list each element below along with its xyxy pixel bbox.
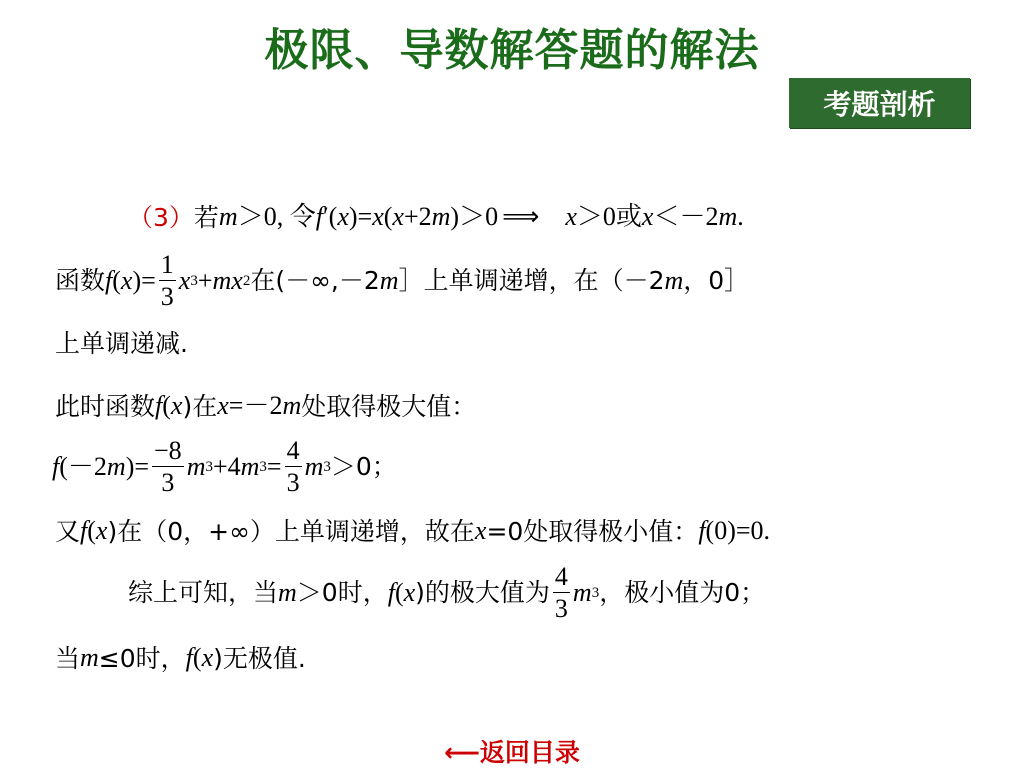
- text: 当: [55, 643, 81, 673]
- text: 上单调递减.: [55, 329, 188, 358]
- analysis-badge[interactable]: 考题剖析: [789, 78, 970, 128]
- var-x: x: [120, 265, 133, 295]
- var-m: m: [186, 451, 206, 481]
- text: 综上可知，当: [128, 578, 279, 608]
- var-f: f: [52, 451, 60, 481]
- var-m: m: [379, 265, 399, 295]
- var-x: x: [201, 643, 214, 672]
- var-x: x: [392, 202, 404, 231]
- solution-line-1: [128, 204, 744, 230]
- var-x: x: [372, 202, 384, 231]
- var-m: m: [106, 451, 126, 481]
- text: ＞0；: [330, 452, 397, 482]
- part-label: （3）: [128, 202, 194, 232]
- text: 函数: [55, 266, 106, 296]
- var-x: x: [565, 202, 577, 231]
- var-f: f: [80, 516, 88, 545]
- var-m: m: [431, 202, 451, 231]
- var-m: m: [282, 391, 302, 420]
- fraction: [553, 563, 570, 623]
- var-m: m: [240, 451, 260, 481]
- back-link-label: 返回目录: [479, 738, 580, 767]
- var-f: f: [387, 577, 395, 607]
- text: (: [383, 202, 393, 231]
- back-to-contents-link[interactable]: [0, 733, 1024, 769]
- var-m: m: [278, 577, 297, 607]
- var-f: f: [155, 391, 163, 420]
- var-x: x: [231, 265, 243, 295]
- var-f: f: [105, 265, 113, 295]
- text: ，极小值为0；: [599, 578, 766, 608]
- text: +4: [212, 451, 241, 481]
- text: 在(－∞,－2: [250, 266, 380, 296]
- fraction: [159, 251, 176, 311]
- solution-line-5: f (－2 m )= $\frac{-8}{3}$ m 3 +4 m 3 = $\frac{4}{3}$ m 3 ＞0；: [52, 436, 397, 498]
- fraction: [285, 437, 302, 497]
- var-m: m: [718, 202, 738, 231]
- text: 此时函数: [55, 391, 156, 421]
- text: )＞0: [450, 202, 499, 231]
- var-m: m: [212, 265, 232, 295]
- solution-line-2: 函数 f ( x )= $\frac{1}{3}$ x 3 + m x 2 在(－∞,－2 m ］上单调递增，在（－2 m ，0］: [55, 250, 750, 312]
- var-x: x: [95, 516, 108, 545]
- text: ＜－2: [653, 202, 719, 231]
- text: 若: [193, 202, 219, 232]
- text: =－2: [228, 391, 283, 420]
- var-x: x: [641, 202, 654, 231]
- text: ′(: [322, 202, 338, 231]
- var-m: m: [664, 265, 684, 295]
- var-f: f: [315, 202, 323, 231]
- text: ＞0或: [576, 202, 642, 231]
- denominator: 3: [286, 468, 300, 498]
- implies-arrow-icon: ⟹: [502, 202, 540, 232]
- text: )在: [182, 391, 218, 421]
- var-x: x: [217, 391, 229, 420]
- fraction: [152, 437, 184, 497]
- var-m: m: [80, 643, 99, 672]
- var-m: m: [218, 202, 238, 231]
- denominator: 3: [161, 468, 175, 498]
- text: ］上单调递增，在（－2: [398, 266, 665, 296]
- text: +2: [403, 202, 432, 231]
- text: +: [197, 265, 213, 295]
- text: ，0］: [683, 266, 750, 296]
- solution-line-4: 此时函数 f ( x )在 x =－2 m 处取得极大值：: [55, 391, 477, 421]
- text: )=: [125, 451, 150, 481]
- text: 处取得极大值：: [301, 391, 477, 421]
- solution-line-6: 又 f ( x )在（0，+∞）上单调递增，故在 x =0处取得极小值： f (0)=0.: [55, 516, 771, 546]
- var-m: m: [572, 577, 592, 607]
- text: ＞0, 令: [237, 202, 316, 231]
- slide-title: 极限、导数解答题的解法: [264, 25, 760, 76]
- text: )=: [348, 202, 373, 231]
- text: )无极值.: [213, 643, 306, 673]
- text: ＞0时，: [296, 578, 388, 608]
- text: )的极大值为: [415, 578, 550, 608]
- text: .: [737, 202, 744, 231]
- var-x: x: [337, 202, 349, 231]
- text: )在（0，+∞）上单调递增，故在: [107, 516, 475, 546]
- numerator: 4: [553, 563, 570, 593]
- text: )=: [132, 265, 156, 295]
- var-x: x: [178, 265, 191, 295]
- text: 又: [55, 516, 81, 546]
- numerator: 4: [285, 437, 302, 467]
- var-x: x: [474, 516, 487, 545]
- text: (－2: [59, 451, 107, 481]
- var-x: x: [170, 391, 183, 420]
- text: (0)=0.: [705, 516, 771, 545]
- var-m: m: [304, 451, 324, 481]
- text: =0处取得极小值：: [486, 516, 699, 546]
- solution-line-3: [55, 331, 188, 356]
- var-f: f: [698, 516, 706, 545]
- solution-line-8: 当 m ≤0时， f ( x )无极值.: [55, 643, 306, 673]
- numerator: 1: [159, 251, 176, 281]
- text: ≤0时，: [98, 643, 186, 673]
- denominator: 3: [160, 282, 174, 312]
- var-x: x: [403, 577, 416, 607]
- numerator: −8: [152, 437, 184, 467]
- text: =: [266, 451, 282, 481]
- var-f: f: [185, 643, 193, 672]
- solution-line-7: 综上可知，当 m ＞0时， f ( x )的极大值为 $\frac{4}{3}$ m 3 ，极小值为0；: [128, 562, 766, 624]
- back-arrow-icon: ⟵: [444, 738, 480, 767]
- denominator: 3: [554, 594, 568, 624]
